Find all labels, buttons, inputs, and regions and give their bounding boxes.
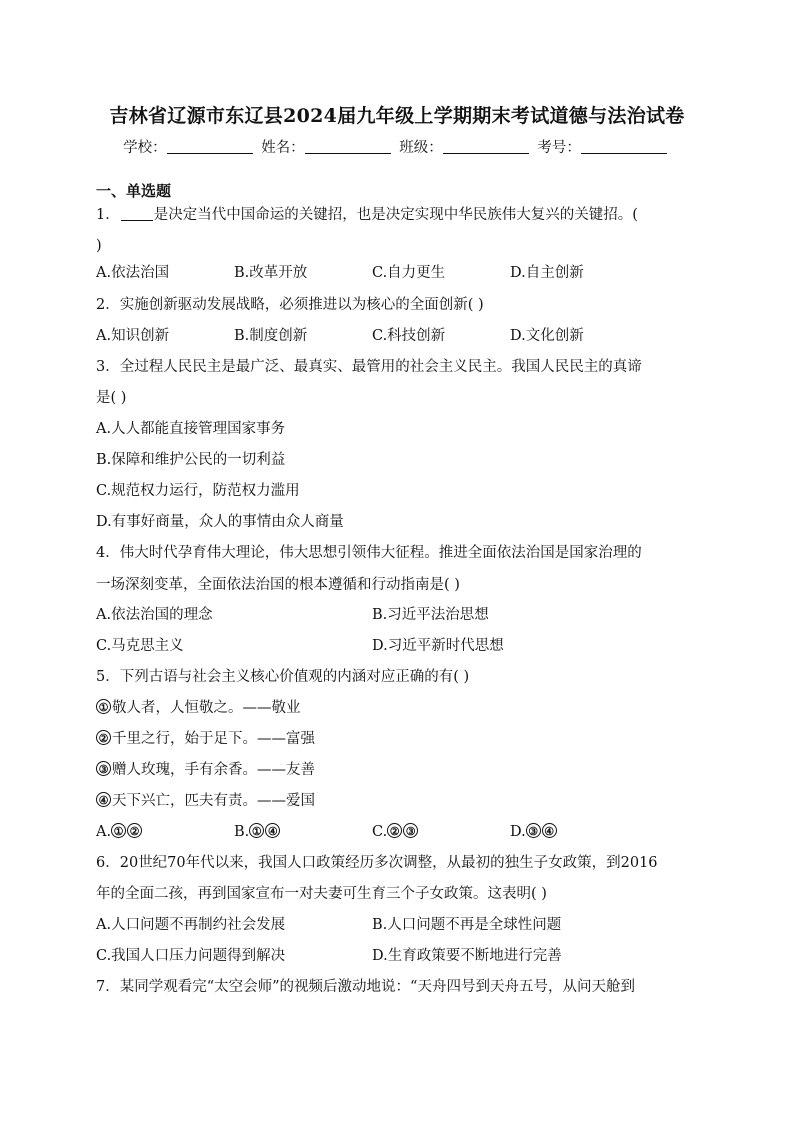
- q5-statement-2-text: 千里之行，始于足下。——富强: [112, 731, 315, 747]
- q6-option-c: C.我国人口压力问题得到解决: [96, 948, 286, 964]
- q5-option-c-letter: C.: [372, 824, 388, 840]
- q6-option-b: B.人口问题不再是全球性问题: [372, 917, 562, 933]
- q5-option-a: [96, 822, 143, 842]
- name-label: 姓名：: [261, 140, 305, 156]
- q5-option-b-mark1: ①: [249, 823, 264, 838]
- q2-option-b: B.制度创新: [234, 328, 308, 344]
- question-1-number: 1．: [96, 207, 120, 223]
- q5-option-a-mark2: ②: [127, 823, 142, 838]
- exam-title: 吉林省辽源市东辽县2024届九年级上学期期末考试道德与法治试卷: [109, 105, 685, 127]
- q5-statement-4-text: 天下兴亡，匹夫有责。——爱国: [112, 793, 315, 809]
- q2-option-a: A.知识创新: [96, 328, 170, 344]
- q5-statement-2-marker: ②: [96, 730, 111, 745]
- q5-statement-1: [96, 698, 301, 718]
- question-2: 2．实施创新驱动发展战略，必须推进以为核心的全面创新( ): [96, 297, 484, 313]
- q5-option-b-letter: B.: [234, 824, 250, 840]
- name-blank: [305, 139, 391, 154]
- question-1: [96, 205, 638, 225]
- q6-option-a: A.人口问题不再制约社会发展: [96, 917, 286, 933]
- q3-option-d: D.有事好商量，众人的事情由众人商量: [96, 514, 344, 530]
- q3-option-c: C.规范权力运行，防范权力滥用: [96, 483, 300, 499]
- school-blank: [167, 139, 253, 154]
- q5-option-d: [510, 822, 558, 842]
- q4-option-c: C.马克思主义: [96, 638, 184, 654]
- q4-option-b: B.习近平法治思想: [372, 607, 489, 623]
- q1-option-a: A.依法治国: [96, 265, 170, 281]
- q5-statement-1-text: 敬人者，人恒敬之。——敬业: [112, 700, 301, 716]
- q5-option-a-mark1: ①: [111, 823, 126, 838]
- q6-option-d: D.生育政策要不断地进行完善: [372, 948, 562, 964]
- q5-option-c: [372, 822, 419, 842]
- school-label: 学校：: [123, 140, 167, 156]
- question-5: 5．下列古语与社会主义核心价值观的内涵对应正确的有( ): [96, 669, 470, 685]
- question-3-line1: 3．全过程人民民主是最广泛、最真实、最管用的社会主义民主。我国人民民主的真谛: [96, 359, 642, 375]
- q5-statement-3: [96, 760, 315, 780]
- q5-option-d-mark2: ④: [542, 823, 557, 838]
- number-label: 考号：: [537, 140, 581, 156]
- question-7: 7．某同学观看完“太空会师”的视频后激动地说：“天舟四号到天舟五号，从问天舱到: [96, 979, 635, 995]
- q2-option-c: C.科技创新: [372, 328, 446, 344]
- question-6-line2: 年的全面二孩，再到国家宣布一对夫妻可生育三个子女政策。这表明( ): [96, 886, 547, 902]
- q5-option-b: [234, 822, 281, 842]
- q1-option-b: B.改革开放: [234, 265, 308, 281]
- q1-option-c: C.自力更生: [372, 265, 446, 281]
- q5-statement-3-marker: ③: [96, 761, 111, 776]
- q5-option-c-mark2: ③: [403, 823, 418, 838]
- q5-option-c-mark1: ②: [387, 823, 402, 838]
- q5-option-b-mark2: ④: [265, 823, 280, 838]
- q4-option-a: A.依法治国的理念: [96, 607, 213, 623]
- q5-option-d-mark1: ③: [526, 823, 541, 838]
- question-4-line1: 4．伟大时代孕育伟大理论，伟大思想引领伟大征程。推进全面依法治国是国家治理的: [96, 545, 642, 561]
- q5-statement-1-marker: ①: [96, 699, 111, 714]
- question-4-line2: 一场深刻变革，全面依法治国的根本遵循和行动指南是( ): [96, 577, 460, 593]
- class-label: 班级：: [399, 140, 443, 156]
- q2-option-d: D.文化创新: [510, 328, 584, 344]
- question-1-text: 是决定当代中国命运的关键招，也是决定实现中华民族伟大复兴的关键招。(: [153, 207, 638, 223]
- q5-statement-4-marker: ④: [96, 792, 111, 807]
- q5-statement-2: [96, 729, 315, 749]
- number-blank: [581, 139, 667, 154]
- q3-option-a: A.人人都能直接管理国家事务: [96, 421, 286, 437]
- question-3-line2: 是( ): [96, 390, 127, 406]
- q4-option-d: D.习近平新时代思想: [372, 638, 504, 654]
- question-6-line1: 6．20世纪70年代以来，我国人口政策经历多次调整，从最初的独生子女政策，到2016: [96, 855, 658, 871]
- q1-option-d: D.自主创新: [510, 265, 584, 281]
- q5-statement-4: [96, 791, 315, 811]
- q5-option-d-letter: D.: [510, 824, 526, 840]
- question-1-cont: ): [96, 238, 102, 254]
- class-blank: [443, 139, 529, 154]
- q3-option-b: B.保障和维护公民的一切利益: [96, 452, 286, 468]
- q5-statement-3-text: 赠人玫瑰，手有余香。——友善: [112, 762, 315, 778]
- student-info-line: [0, 136, 794, 157]
- question-1-blank: [121, 206, 153, 221]
- q5-option-a-letter: A.: [96, 824, 112, 840]
- section-heading: 一、单选题: [96, 182, 172, 200]
